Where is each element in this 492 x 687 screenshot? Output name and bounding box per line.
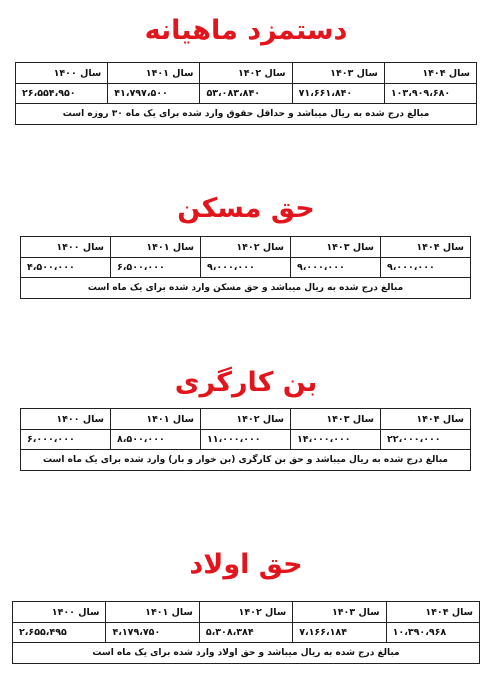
child-allowance-table <box>12 601 480 664</box>
header-cell: سال ۱۴۰۰ <box>16 63 108 84</box>
header-cell: سال ۱۴۰۲ <box>200 63 292 84</box>
header-cell: سال ۱۴۰۲ <box>201 409 291 430</box>
housing-allowance-table <box>20 236 471 299</box>
header-cell: سال ۱۴۰۱ <box>111 237 201 258</box>
value-cell: ۷،۱۶۶،۱۸۴ <box>293 623 386 643</box>
table-note-row <box>13 643 480 664</box>
value-cell: ۲،۶۵۵،۴۹۵ <box>13 623 106 643</box>
value-cell: ۵۳،۰۸۳،۸۴۰ <box>200 84 292 104</box>
value-cell: ۴،۵۰۰،۰۰۰ <box>21 258 111 278</box>
table-note-row <box>16 104 477 125</box>
value-cell: ۲۶،۵۵۴،۹۵۰ <box>16 84 108 104</box>
header-cell: سال ۱۴۰۲ <box>201 237 291 258</box>
header-cell: سال ۱۴۰۴ <box>386 602 479 623</box>
table-note: مبالغ درج شده به ریال میباشد و حق بن کارگری (بن خوار و بار) وارد شده برای یک ماه است <box>21 450 471 471</box>
section-title-child-allowance: حق اولاد <box>189 549 303 580</box>
header-cell: سال ۱۴۰۴ <box>381 237 471 258</box>
table-header-row <box>21 237 471 258</box>
table-header-row <box>13 602 480 623</box>
value-cell: ۴،۱۷۹،۷۵۰ <box>106 623 199 643</box>
table-note-row <box>21 450 471 471</box>
value-cell: ۱۰،۳۹۰،۹۶۸ <box>386 623 479 643</box>
header-cell: سال ۱۴۰۱ <box>111 409 201 430</box>
table-header-row <box>21 409 471 430</box>
value-cell: ۱۱،۰۰۰،۰۰۰ <box>201 430 291 450</box>
value-cell: ۹،۰۰۰،۰۰۰ <box>291 258 381 278</box>
value-cell: ۷۱،۶۶۱،۸۴۰ <box>292 84 384 104</box>
value-cell: ۶،۰۰۰،۰۰۰ <box>21 430 111 450</box>
table-note: مبالغ درج شده به ریال میباشد و حق مسکن وارد شده برای یک ماه است <box>21 278 471 299</box>
section-title-housing-allowance: حق مسکن <box>177 193 315 224</box>
value-cell: ۵،۳۰۸،۳۸۴ <box>199 623 292 643</box>
monthly-wage-table <box>15 62 477 125</box>
section-title-monthly-wage: دستمزد ماهیانه <box>144 15 348 46</box>
header-cell: سال ۱۴۰۳ <box>291 237 381 258</box>
value-cell: ۴۱،۷۹۷،۵۰۰ <box>108 84 200 104</box>
header-cell: سال ۱۴۰۳ <box>293 602 386 623</box>
table-note: مبالغ درج شده به ریال میباشد و حق اولاد وارد شده برای یک ماه است <box>13 643 480 664</box>
table-header-row <box>16 63 477 84</box>
header-cell: سال ۱۴۰۰ <box>13 602 106 623</box>
header-cell: سال ۱۴۰۰ <box>21 237 111 258</box>
value-cell: ۹،۰۰۰،۰۰۰ <box>381 258 471 278</box>
table-value-row <box>16 84 477 104</box>
table-value-row <box>21 430 471 450</box>
value-cell: ۱۴،۰۰۰،۰۰۰ <box>291 430 381 450</box>
header-cell: سال ۱۴۰۱ <box>108 63 200 84</box>
value-cell: ۹،۰۰۰،۰۰۰ <box>201 258 291 278</box>
value-cell: ۱۰۳،۹۰۹،۶۸۰ <box>384 84 476 104</box>
header-cell: سال ۱۴۰۳ <box>291 409 381 430</box>
table-value-row <box>21 258 471 278</box>
header-cell: سال ۱۴۰۴ <box>381 409 471 430</box>
table-note: مبالغ درج شده به ریال میباشد و حداقل حقوق وارد شده برای یک ماه ۳۰ روزه است <box>16 104 477 125</box>
header-cell: سال ۱۴۰۲ <box>199 602 292 623</box>
table-value-row <box>13 623 480 643</box>
value-cell: ۶،۵۰۰،۰۰۰ <box>111 258 201 278</box>
value-cell: ۲۲،۰۰۰،۰۰۰ <box>381 430 471 450</box>
header-cell: سال ۱۴۰۳ <box>292 63 384 84</box>
worker-voucher-table <box>20 408 471 471</box>
section-title-worker-voucher: بن کارگری <box>174 367 318 398</box>
table-note-row <box>21 278 471 299</box>
value-cell: ۸،۵۰۰،۰۰۰ <box>111 430 201 450</box>
header-cell: سال ۱۴۰۱ <box>106 602 199 623</box>
header-cell: سال ۱۴۰۴ <box>384 63 476 84</box>
header-cell: سال ۱۴۰۰ <box>21 409 111 430</box>
